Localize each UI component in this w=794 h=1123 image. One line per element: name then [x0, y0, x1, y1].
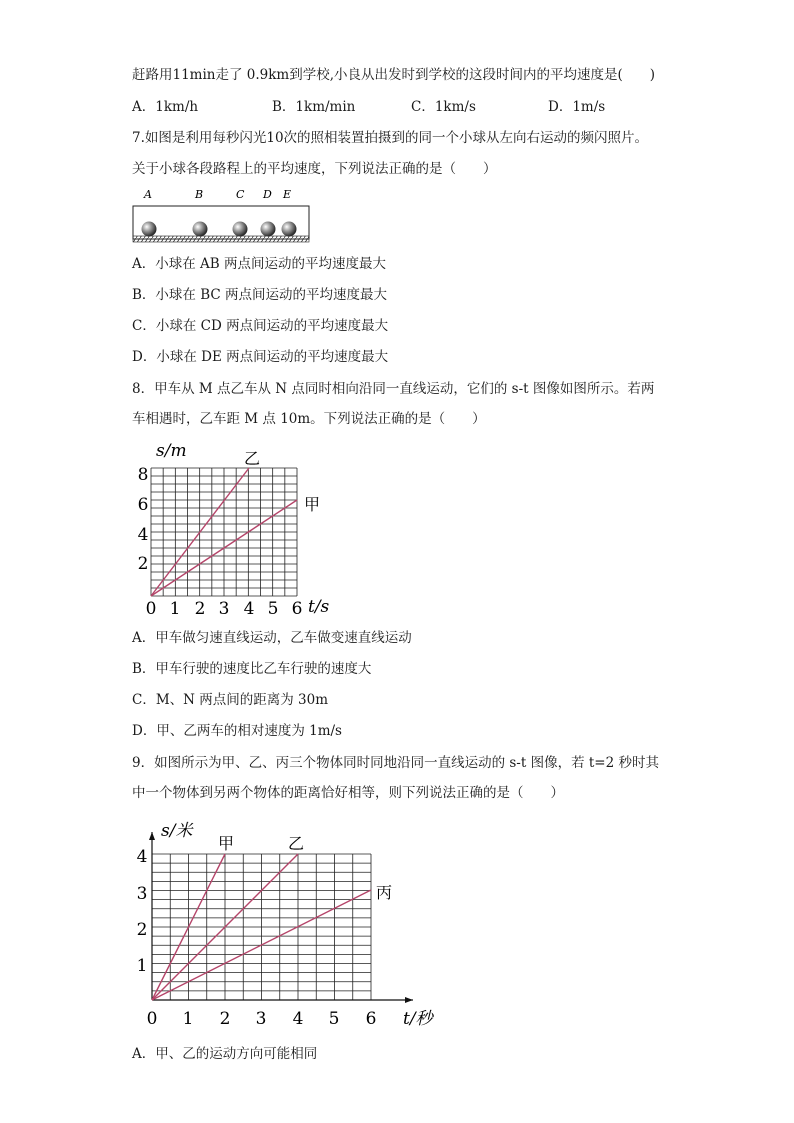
- q9-x-tick-6: 6: [365, 1009, 377, 1029]
- q9-x-tick-4: 4: [292, 1009, 304, 1029]
- q9-x-tick-0: 0: [146, 1009, 158, 1029]
- q9-series-label-jia: 甲: [218, 834, 235, 853]
- q8-y-tick-4: 4: [137, 525, 149, 545]
- q8-y-tick-2: 2: [137, 554, 149, 574]
- q8-x-tick-2: 2: [194, 599, 206, 619]
- q8-grid: [151, 468, 297, 596]
- q8-x-tick-1: 1: [169, 599, 181, 619]
- q7-option-c: C．小球在 CD 两点间运动的平均速度最大: [132, 318, 389, 334]
- q7-stem-line2: 关于小球各段路程上的平均速度，下列说法正确的是（ ）: [132, 161, 497, 177]
- ball-label-a: A: [144, 188, 152, 201]
- q9-series-label-yi: 乙: [288, 834, 305, 853]
- q8-option-a: A．甲车做匀速直线运动，乙车做变速直线运动: [132, 630, 412, 646]
- q9-x-axis-label: t/秒: [403, 1009, 433, 1029]
- q9-stem-line2: 中一个物体到另两个物体的距离恰好相等，则下列说法正确的是（ ）: [132, 785, 564, 801]
- q9-y-arrow: [149, 832, 155, 840]
- q9-y-axis-label: s/米: [161, 821, 193, 841]
- ball-b: [193, 222, 208, 237]
- q6-stem: 赶路用11min走了 0.9km到学校,小良从出发时到学校的这段时间内的平均速度是( ): [132, 67, 656, 83]
- q8-y-tick-8: 8: [137, 465, 149, 485]
- q8-series-label-jia: 甲: [304, 495, 321, 514]
- ball-c: [233, 222, 248, 237]
- q8-option-d: D．甲、乙两车的相对速度为 1m/s: [132, 723, 342, 739]
- q8-series-label-yi: 乙: [244, 449, 261, 468]
- q9-stem-line1: 9．如图所示为甲、乙、丙三个物体同时同地沿同一直线运动的 s-t 图像，若 t=2 秒时其: [132, 755, 659, 771]
- ball-label-b: B: [195, 188, 204, 201]
- q6-option-d: D．1m/s: [548, 99, 606, 115]
- q7-option-b: B．小球在 BC 两点间运动的平均速度最大: [132, 287, 388, 303]
- q9-x-tick-1: 1: [182, 1009, 194, 1029]
- q9-y-tick-3: 3: [136, 884, 148, 904]
- q6-option-a: A．1km/h: [132, 99, 199, 115]
- q7-strobe-photo: [128, 184, 318, 248]
- q9-x-tick-3: 3: [255, 1009, 267, 1029]
- q8-option-b: B．甲车行驶的速度比乙车行驶的速度大: [132, 661, 372, 677]
- q8-x-tick-6: 6: [291, 599, 303, 619]
- q9-x-arrow: [405, 997, 413, 1003]
- q8-x-tick-5: 5: [267, 599, 279, 619]
- ball-e: [282, 222, 297, 237]
- q9-grid: [149, 832, 413, 1003]
- q9-series-label-bing: 丙: [376, 883, 393, 902]
- q8-y-axis-label: s/m: [156, 441, 187, 461]
- ball-a: [142, 222, 157, 237]
- q9-y-tick-2: 2: [136, 920, 148, 940]
- q9-option-a: A．甲、乙的运动方向可能相同: [132, 1046, 318, 1062]
- q7-option-d: D．小球在 DE 两点间运动的平均速度最大: [132, 349, 389, 365]
- q9-st-graph: [128, 814, 448, 1032]
- q9-x-tick-5: 5: [328, 1009, 340, 1029]
- ball-d: [261, 222, 276, 237]
- q7-option-a: A．小球在 AB 两点间运动的平均速度最大: [132, 256, 387, 272]
- ball-label-d: D: [263, 188, 272, 201]
- q6-option-c: C．1km/s: [411, 99, 476, 115]
- q6-option-b: B．1km/min: [272, 99, 356, 115]
- q7-stem-line1: 7.如图是利用每秒闪光10次的照相装置拍摄到的同一个小球从左向右运动的频闪照片。: [132, 130, 649, 146]
- q8-st-graph: [128, 436, 358, 620]
- q9-y-tick-4: 4: [136, 847, 148, 867]
- q8-stem-line2: 车相遇时，乙车距 M 点 10m。下列说法正确的是（ ）: [132, 411, 486, 427]
- q8-stem-line1: 8．甲车从 M 点乙车从 N 点同时相向沿同一直线运动，它们的 s-t 图像如图所示。若两: [132, 381, 655, 397]
- q8-x-tick-0: 0: [145, 599, 157, 619]
- q8-option-c: C．M、N 两点间的距离为 30m: [132, 692, 329, 708]
- q8-x-tick-3: 3: [218, 599, 230, 619]
- q8-x-axis-label: t/s: [308, 597, 330, 617]
- q9-x-tick-2: 2: [219, 1009, 231, 1029]
- q9-y-tick-1: 1: [136, 956, 148, 976]
- ball-label-c: C: [236, 188, 245, 201]
- q8-y-tick-6: 6: [137, 495, 149, 515]
- ball-label-e: E: [283, 188, 292, 201]
- q8-x-tick-4: 4: [243, 599, 255, 619]
